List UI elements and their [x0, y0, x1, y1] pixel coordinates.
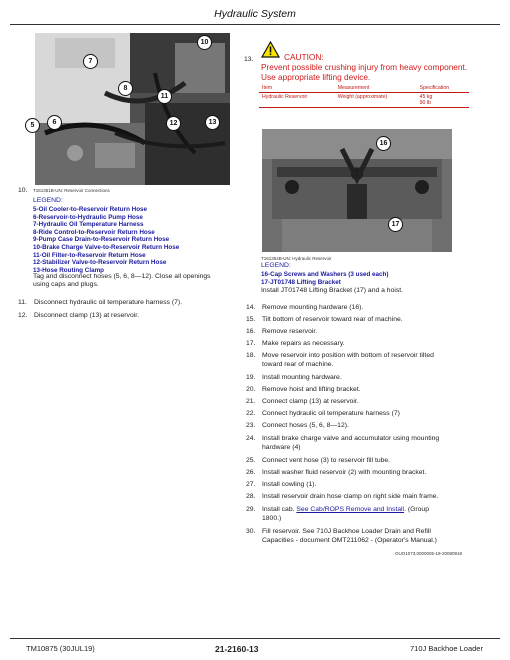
step-number: 15. — [246, 316, 256, 323]
step-22 — [246, 410, 476, 419]
step-text: Connect clamp (13) at reservoir. — [262, 398, 359, 405]
step-number: 30. — [246, 528, 256, 535]
page-header-title: Hydraulic System — [214, 8, 296, 20]
legend-item: 11-Oil Filter-to-Reservoir Return Hose — [33, 251, 146, 259]
step-number: 19. — [246, 374, 256, 381]
step-number: 18. — [246, 352, 256, 359]
step-number: 25. — [246, 457, 256, 464]
step-13-number: 13. — [244, 56, 254, 63]
step-text: Connect vent hose (3) to reservoir fill tube. — [262, 457, 391, 464]
caution-line-2: Use appropriate lifting device. — [261, 72, 371, 82]
step-14 — [246, 304, 476, 313]
step-text: Remove hoist and lifting bracket. — [262, 386, 361, 393]
step-text: Install brake charge valve and accumulator using mounting — [262, 435, 440, 442]
row-item: Hydraulic Reservoir — [259, 93, 335, 108]
caution-triangle-icon — [261, 41, 280, 63]
legend-item: 17-JT01748 Lifting Bracket — [261, 278, 341, 286]
step-text: Install washer fluid reservoir (2) with mounting bracket. — [262, 469, 427, 476]
spec-table-row — [259, 93, 469, 108]
weight-spec-table — [259, 84, 469, 108]
step-18 — [246, 352, 476, 370]
row-measurement: Weight (approximate) — [335, 93, 417, 108]
step-text: Connect hydraulic oil temperature harness (7) — [262, 410, 400, 417]
step-number: 14. — [246, 304, 256, 311]
footer-page-number: 21-2160-13 — [215, 644, 259, 654]
step-30-line-1: Fill reservoir. See 710J Backhoe Loader Drain and Refill — [262, 528, 431, 535]
step-26 — [246, 469, 476, 478]
step-12 — [18, 312, 248, 321]
legend-item: 13-Hose Routing Clamp — [33, 266, 105, 274]
callout-13: 13 — [205, 115, 220, 130]
step-29-suffix: . (Group — [404, 506, 429, 513]
spec-table-header — [259, 84, 469, 93]
step-number: 16. — [246, 328, 256, 335]
reservoir-connections-photo — [30, 33, 230, 185]
caution-line-1: Prevent possible crushing injury from heavy component. — [261, 62, 468, 72]
step-16 — [246, 328, 476, 337]
callout-17: 17 — [388, 217, 403, 232]
cab-rops-remove-install-link[interactable]: See Cab/ROPS Remove and Install — [296, 506, 405, 513]
left-legend-title: LEGEND: — [33, 197, 63, 204]
step-23 — [246, 422, 476, 431]
legend-item: 16-Cap Screws and Washers (3 used each) — [261, 271, 389, 278]
step-text: Disconnect clamp (13) at reservoir. — [34, 312, 140, 319]
footer-machine-name: 710J Backhoe Loader — [410, 644, 483, 653]
step-29 — [246, 506, 476, 524]
row-specification — [417, 93, 469, 108]
callout-5: 5 — [25, 118, 40, 133]
reservoir-photo-illustration — [35, 33, 230, 185]
left-legend-list — [33, 206, 179, 274]
right-legend-list — [261, 271, 389, 286]
header-item: Item — [259, 84, 335, 93]
spec-metric: 45 kg — [419, 94, 433, 100]
step-15 — [246, 316, 476, 325]
step-30 — [246, 528, 476, 546]
step-number: 20. — [246, 386, 256, 393]
callout-12: 12 — [166, 116, 181, 131]
step-25 — [246, 457, 476, 466]
callout-6: 6 — [47, 115, 62, 130]
step-10-line-1: Tag and disconnect hoses (5, 6, 8—12). Close all openings — [33, 273, 211, 280]
step-text: Make repairs as necessary. — [262, 340, 345, 347]
step-number: 21. — [246, 398, 256, 405]
legend-item: 5-Oil Cooler-to-Reservoir Return Hose — [33, 206, 148, 213]
step-number: 27. — [246, 481, 256, 488]
legend-item: 7-Hydraulic Oil Temperature Harness — [33, 221, 144, 229]
hydraulic-reservoir-photo — [262, 129, 452, 252]
document-reference-code: OUO1073,0000005-19-20080918 — [395, 551, 463, 556]
spec-imperial: 90 lb — [419, 100, 431, 106]
step-19 — [246, 374, 476, 383]
step-21 — [246, 398, 476, 407]
step-number: 28. — [246, 493, 256, 500]
step-20 — [246, 386, 476, 395]
step-text-continued: hardware (4) — [262, 444, 301, 451]
footer-divider — [10, 638, 500, 639]
header-specification: Specification — [417, 84, 469, 93]
step-29-prefix: Install cab. — [262, 506, 295, 513]
step-number: 11. — [18, 299, 27, 306]
step-text: Install cowling (1). — [262, 481, 317, 488]
header-measurement: Measurement — [335, 84, 417, 93]
step-number: 26. — [246, 469, 256, 476]
step-number: 22. — [246, 410, 256, 417]
step-text: Remove reservoir. — [262, 328, 318, 335]
left-figure-caption: T161351B-UN: Reservoir Connections — [33, 188, 110, 193]
callout-8: 8 — [118, 81, 133, 96]
right-figure-caption: T161354B-UN: Hydraulic Reservoir — [261, 256, 332, 261]
step-text: Install mounting hardware. — [262, 374, 342, 381]
right-legend-title: LEGEND: — [261, 262, 291, 269]
step-28 — [246, 493, 476, 502]
legend-item: 10-Brake Charge Valve-to-Reservoir Return Hose — [33, 243, 180, 251]
step-17 — [246, 340, 476, 349]
step-29-line-2: 1800.) — [262, 515, 282, 522]
caution-label: CAUTION: — [284, 52, 324, 62]
step-text: Install reservoir drain hose clamp on right side main frame. — [262, 493, 439, 500]
legend-item: 6-Reservoir-to-Hydraulic Pump Hose — [33, 213, 143, 221]
step-10-text — [33, 273, 248, 289]
step-number: 12. — [18, 312, 28, 319]
step-27 — [246, 481, 476, 490]
step-text: Tilt bottom of reservoir toward rear of machine. — [262, 316, 403, 323]
install-bracket-text: Install JT01748 Lifting Bracket (17) and a hoist. — [261, 287, 404, 294]
step-number: 23. — [246, 422, 256, 429]
step-30-line-2: Capacities - document OMT211062 - (Operator's Manual.) — [262, 537, 437, 544]
step-text-continued: toward rear of machine. — [262, 361, 334, 368]
legend-item: 9-Pump Case Drain-to-Reservoir Return Hose — [33, 236, 170, 244]
step-24 — [246, 435, 476, 453]
step-text: Connect hoses (5, 6, 8—12). — [262, 422, 349, 429]
step-10-line-2: using caps and plugs. — [33, 281, 99, 289]
step-29-line-1 — [262, 506, 429, 514]
legend-item: 12-Stabilizer Valve-to-Reservoir Return Hose — [33, 259, 167, 267]
step-number: 24. — [246, 435, 256, 442]
step-text: Move reservoir into position with bottom of reservoir tilted — [262, 352, 434, 359]
footer-manual-id: TM10875 (30JUL19) — [26, 644, 95, 653]
callout-11: 11 — [157, 89, 172, 104]
step-11 — [18, 299, 248, 308]
reservoir-lifting-illustration — [262, 129, 452, 252]
legend-item: 8-Ride Control-to-Reservoir Return Hose — [33, 228, 155, 236]
header-divider — [10, 24, 500, 25]
step-text: Remove mounting hardware (16). — [262, 304, 364, 311]
callout-10: 10 — [197, 35, 212, 50]
callout-7: 7 — [83, 54, 98, 69]
step-number: 17. — [246, 340, 256, 347]
callout-16: 16 — [376, 136, 391, 151]
step-number: 29. — [246, 506, 256, 513]
step-text: Disconnect hydraulic oil temperature harness (7). — [34, 299, 183, 306]
step-10-number: 10. — [18, 187, 28, 194]
